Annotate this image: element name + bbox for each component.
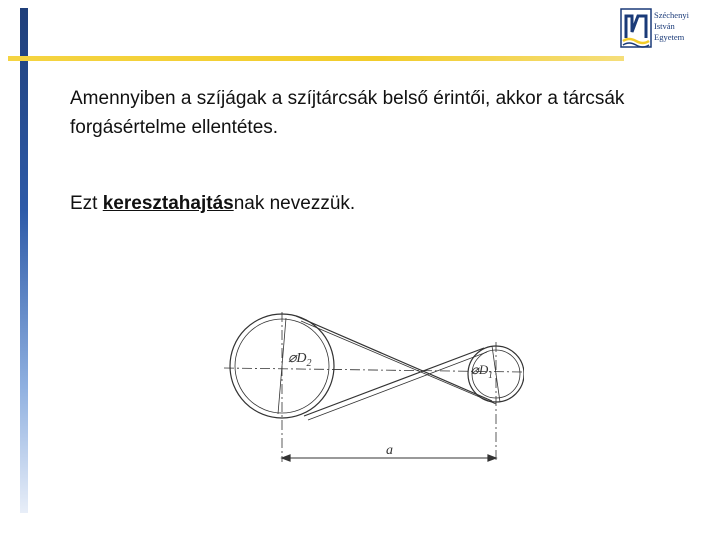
dimension-arrow-left [282, 455, 290, 461]
label-d2: $⌀D_2$ [288, 351, 312, 369]
d1-diameter [492, 346, 500, 402]
logo-line-2: István [654, 21, 675, 31]
paragraph-2-suffix: nak nevezzük. [233, 193, 356, 214]
logo-line-3: Egyetem [654, 32, 685, 42]
dimension-arrow-right [488, 455, 496, 461]
header-rule [8, 56, 624, 61]
defined-term: keresztahajtás [102, 193, 234, 214]
label-a: a [386, 443, 393, 458]
cross-belt-drive-diagram [224, 312, 524, 470]
paragraph-2 [70, 189, 670, 218]
paragraph-1: Amennyiben a szíjágak a szíjtárcsák belső érintői, akkor a tárcsák forgásértelme ellentétes. [70, 88, 625, 138]
belt-strand-upper-2 [301, 321, 496, 404]
paragraph-2-prefix: Ezt [70, 193, 103, 214]
label-d1: $⌀D_1$ [471, 362, 493, 380]
belt-strand-upper [296, 316, 492, 401]
logo-line-1: Széchenyi [654, 10, 689, 20]
university-logo [620, 8, 712, 54]
logo-mark-icon [620, 8, 652, 48]
slide-body [70, 84, 670, 218]
logo-wordmark [654, 10, 689, 43]
left-accent-bar [20, 8, 28, 513]
